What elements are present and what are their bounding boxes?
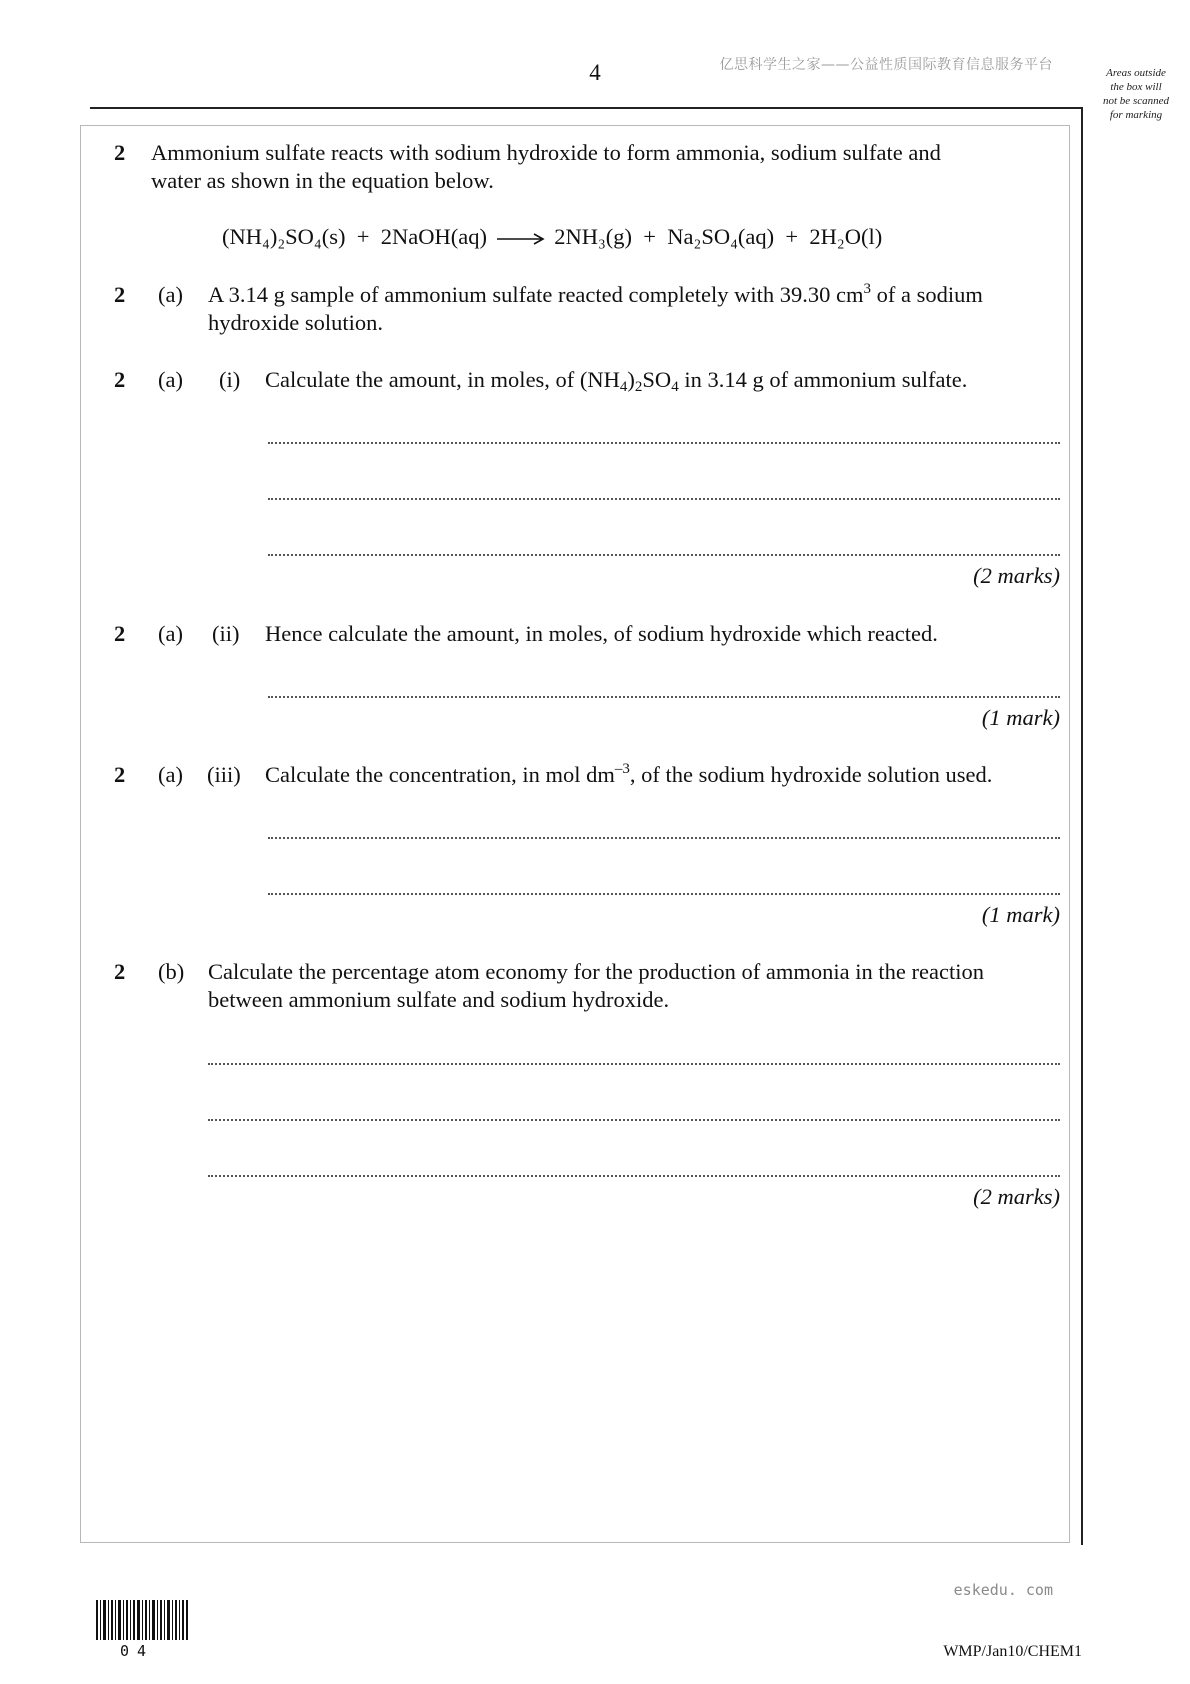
margin-note-line: not be scanned xyxy=(1103,95,1169,107)
text: , of the sodium hydroxide solution used. xyxy=(629,762,993,787)
part-a-text: of a sodium xyxy=(870,282,983,307)
question-number: 2 xyxy=(114,959,126,984)
margin-note-line: the box will xyxy=(1110,81,1162,93)
subpart-label: (i) xyxy=(219,367,241,392)
watermark-bottom: eskedu. com xyxy=(953,1581,1053,1599)
answer-line[interactable] xyxy=(268,552,1060,556)
barcode-icon xyxy=(96,1600,188,1640)
part-label: (a) xyxy=(158,367,183,392)
part-label: (a) xyxy=(158,621,183,646)
text: ) xyxy=(627,367,635,392)
question-number: 2 xyxy=(114,621,126,646)
answer-line[interactable] xyxy=(268,694,1060,698)
subpart-label: (ii) xyxy=(212,621,240,646)
part-a-text-line1 xyxy=(208,281,983,309)
reactant-sodium-hydroxide: 2NaOH(aq) xyxy=(380,224,487,249)
text: Calculate the amount, in moles, of (NH xyxy=(265,367,620,392)
answer-line[interactable] xyxy=(208,1173,1060,1177)
marks-label: (1 mark) xyxy=(981,902,1060,927)
question-intro-line2: water as shown in the equation below. xyxy=(151,168,494,193)
part-label: (a) xyxy=(158,282,183,307)
reaction-arrow-icon xyxy=(497,233,545,245)
product-ammonia: 2NH₃(g) xyxy=(554,224,633,249)
question-number: 2 xyxy=(114,762,126,787)
answer-box xyxy=(80,125,1070,1543)
subscript: 4 xyxy=(671,379,679,395)
page-number: 4 xyxy=(589,60,601,85)
superscript: –3 xyxy=(614,761,630,777)
plus-sign: + xyxy=(643,224,656,249)
question-number: 2 xyxy=(114,282,126,307)
subscript: 4 xyxy=(619,379,628,395)
question-number: 2 xyxy=(114,367,126,392)
subpart-label: (iii) xyxy=(207,762,241,787)
part-a-text-line2: hydroxide solution. xyxy=(208,310,383,335)
part-a-ii-text: Hence calculate the amount, in moles, of sodium hydroxide which reacted. xyxy=(265,621,938,646)
answer-line[interactable] xyxy=(268,496,1060,500)
right-rule xyxy=(1081,107,1083,1545)
plus-sign: + xyxy=(356,224,370,249)
subscript: 2 xyxy=(634,379,643,395)
product-sodium-sulfate: Na₂SO₄(aq) xyxy=(667,224,775,249)
text: in 3.14 g of ammonium sulfate. xyxy=(678,367,968,392)
margin-note-line: Areas outside xyxy=(1106,67,1166,79)
reactant-ammonium-sulfate: (NH₄)₂SO₄(s) xyxy=(222,224,346,249)
marks-label: (2 marks) xyxy=(973,1184,1060,1209)
question-intro-line1: Ammonium sulfate reacts with sodium hydroxide to form ammonia, sodium sulfate and xyxy=(151,140,941,165)
marks-label: (1 mark) xyxy=(981,705,1060,730)
answer-line[interactable] xyxy=(268,891,1060,895)
plus-sign: + xyxy=(785,224,799,249)
footer-code: WMP/Jan10/CHEM1 xyxy=(943,1643,1082,1660)
barcode-label: 04 xyxy=(120,1642,155,1660)
watermark-top: 亿思科学生之家——公益性质国际教育信息服务平台 xyxy=(719,57,1053,73)
margin-note xyxy=(1098,66,1174,122)
answer-line[interactable] xyxy=(208,1061,1060,1065)
answer-line[interactable] xyxy=(208,1117,1060,1121)
part-a-iii-text xyxy=(265,761,992,789)
part-a-text: A 3.14 g sample of ammonium sulfate reacted completely with 39.30 cm xyxy=(208,282,864,307)
chemical-equation xyxy=(222,224,882,250)
part-b-text-line2: between ammonium sulfate and sodium hydroxide. xyxy=(208,987,670,1012)
question-number: 2 xyxy=(114,140,126,165)
text: Calculate the concentration, in mol dm xyxy=(265,762,615,787)
cubed-superscript: 3 xyxy=(863,281,871,297)
part-label: (b) xyxy=(158,959,185,984)
part-a-i-text xyxy=(265,366,967,394)
text: SO xyxy=(642,367,672,392)
top-rule xyxy=(90,107,1082,109)
marks-label: (2 marks) xyxy=(973,563,1060,588)
product-water: 2H₂O(l) xyxy=(809,224,883,249)
part-label: (a) xyxy=(158,762,183,787)
part-b-text-line1: Calculate the percentage atom economy for the production of ammonia in the reaction xyxy=(208,959,984,984)
margin-note-line: for marking xyxy=(1109,109,1163,121)
answer-line[interactable] xyxy=(268,835,1060,839)
answer-line[interactable] xyxy=(268,440,1060,444)
